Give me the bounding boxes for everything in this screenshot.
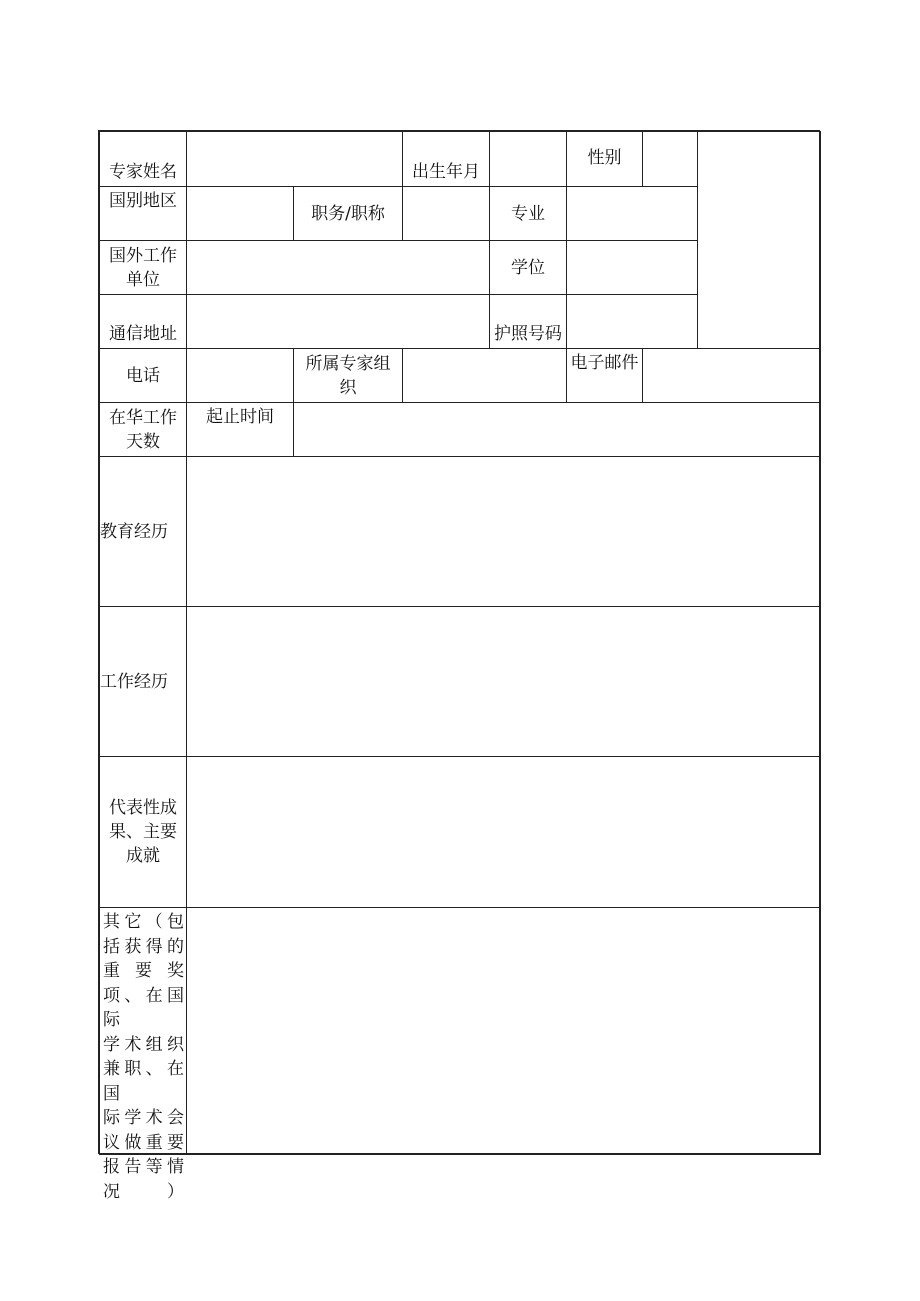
label-foreign-employer-text: 国外工作 单位 [109,245,177,290]
label-mailing-address [99,294,187,349]
label-gender-text: 性别 [587,148,622,168]
label-email [566,348,643,403]
field-achievements[interactable] [186,756,821,908]
label-major [489,186,567,241]
label-gender [566,131,643,187]
label-phone [99,348,187,403]
label-major-text: 专业 [511,203,545,224]
field-major[interactable] [566,186,698,241]
field-degree[interactable] [566,240,698,295]
label-education [99,456,187,607]
field-email[interactable] [642,348,821,403]
label-expert-name [99,131,187,187]
label-birth-date-text: 出生年月 [412,162,480,182]
field-expert-organization[interactable] [402,348,567,403]
field-passport-number[interactable] [566,294,698,349]
label-position-title [293,186,403,241]
label-phone-text: 电话 [126,365,160,386]
field-start-end-time[interactable] [293,402,821,457]
label-achievements-text: 代表性成 果、主要 成就 [109,798,177,866]
field-other[interactable] [186,907,821,1155]
label-achievements [99,756,187,908]
field-expert-name[interactable] [186,131,403,187]
photo-box[interactable] [697,131,821,349]
field-mailing-address[interactable] [186,294,490,349]
label-degree [489,240,567,295]
field-country-region[interactable] [186,186,294,241]
field-phone[interactable] [186,348,294,403]
label-start-end-time-text: 起止时间 [206,407,274,427]
field-position-title[interactable] [402,186,490,241]
label-passport-number [489,294,567,349]
label-mailing-address-text: 通信地址 [109,324,177,344]
field-work-experience[interactable] [186,606,821,757]
label-start-end-time [186,402,294,457]
field-gender[interactable] [642,131,698,187]
label-foreign-employer [99,240,187,295]
label-other-text: 其它（包 括获得的 重要奖 项、在国际 学术组织 兼职、在国 际学术会 议做重要 报告等情 况） [103,912,184,1202]
field-foreign-employer[interactable] [186,240,490,295]
label-expert-organization-text: 所属专家组 织 [305,353,391,398]
label-other [99,907,187,1202]
label-days-in-china [99,402,187,457]
label-birth-date [402,131,490,187]
label-education-text: 教育经历 [100,521,168,542]
label-expert-name-text: 专家姓名 [109,162,177,182]
label-days-in-china-text: 在华工作 天数 [109,407,177,452]
label-work-experience-text: 工作经历 [100,671,168,692]
label-expert-organization [293,348,403,403]
label-degree-text: 学位 [511,257,545,278]
label-country-region [99,186,187,241]
label-work-experience [99,606,187,757]
label-country-region-text: 国别地区 [109,191,177,211]
label-passport-number-text: 护照号码 [494,324,562,344]
label-email-text: 电子邮件 [570,353,639,373]
expert-info-form [98,130,820,1202]
field-birth-date[interactable] [489,131,567,187]
field-education[interactable] [186,456,821,607]
label-position-title-text: 职务/职称 [311,203,385,224]
